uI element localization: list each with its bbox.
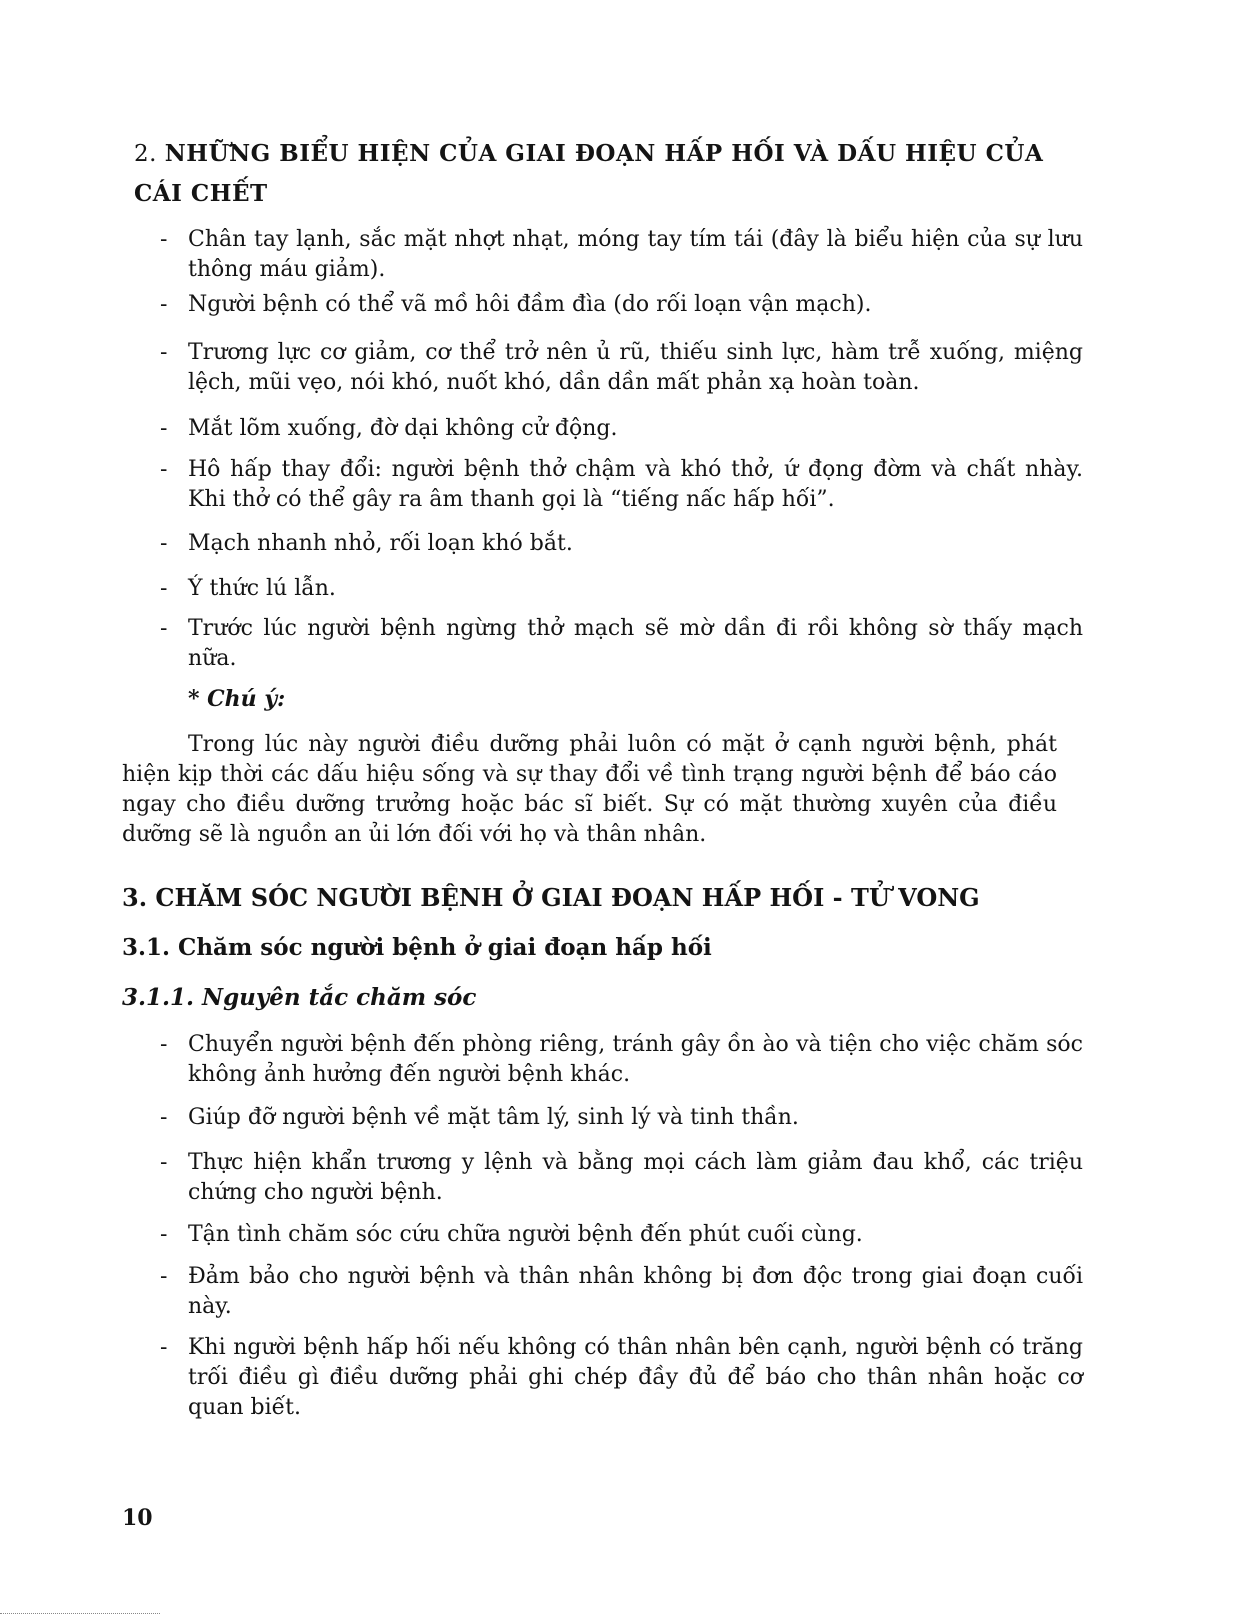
sign-item: - Ý thức lú lẫn. (160, 574, 1083, 604)
sign-item: - Người bệnh có thể vã mồ hôi đầm đìa (do rối loạn vận mạch). (160, 290, 1083, 320)
section-2-heading (134, 134, 1064, 214)
sign-item: - Mắt lõm xuống, đờ dại không cử động. (160, 414, 1083, 444)
principle-item: - Giúp đỡ người bệnh về mặt tâm lý, sinh lý và tinh thần. (160, 1103, 1083, 1133)
scan-edge-mark (0, 1613, 160, 1617)
sign-item: - Chân tay lạnh, sắc mặt nhợt nhạt, móng tay tím tái (đây là biểu hiện của sự lưu thông máu giảm). (160, 225, 1083, 285)
principle-item: - Thực hiện khẩn trương y lệnh và bằng mọi cách làm giảm đau khổ, các triệu chứng cho người bệnh. (160, 1148, 1083, 1208)
sign-item: - Hô hấp thay đổi: người bệnh thở chậm và khó thở, ứ đọng đờm và chất nhày. Khi thở có thể gây ra âm thanh gọi là “tiếng nấc hấp hối”. (160, 455, 1083, 515)
section-2-number: 2. (134, 141, 157, 167)
sign-item: - Trương lực cơ giảm, cơ thể trở nên ủ rũ, thiếu sinh lực, hàm trễ xuống, miệng lệch, mũi vẹo, nói khó, nuốt khó, dần dần mất phản xạ hoàn toàn. (160, 338, 1083, 398)
section-3-heading: 3. CHĂM SÓC NGƯỜI BỆNH Ở GIAI ĐOẠN HẤP HỐI - TỬ VONG (122, 883, 980, 912)
sign-item: - Trước lúc người bệnh ngừng thở mạch sẽ mờ dần đi rồi không sờ thấy mạch nữa. (160, 614, 1083, 674)
section-3-1-heading: 3.1. Chăm sóc người bệnh ở giai đoạn hấp hối (122, 934, 712, 961)
principle-item: - Chuyển người bệnh đến phòng riêng, tránh gây ồn ào và tiện cho việc chăm sóc không ảnh hưởng đến người bệnh khác. (160, 1030, 1083, 1090)
principle-item: - Khi người bệnh hấp hối nếu không có thân nhân bên cạnh, người bệnh có trăng trối điều gì điều dưỡng phải ghi chép đầy đủ để báo cho thân nhân hoặc cơ quan biết. (160, 1333, 1083, 1423)
note-paragraph: Trong lúc này người điều dưỡng phải luôn có mặt ở cạnh người bệnh, phát hiện kịp thời các dấu hiệu sống và sự thay đổi về tình trạng người bệnh để báo cáo ngay cho điều dưỡng trưởng hoặc bác sĩ biết. Sự có mặt thường xuyên của điều dưỡng sẽ là nguồn an ủi lớn đối với họ và thân nhân. (122, 732, 1057, 847)
principle-item: - Tận tình chăm sóc cứu chữa người bệnh đến phút cuối cùng. (160, 1220, 1083, 1250)
section-3-1-1-heading: 3.1.1. Nguyên tắc chăm sóc (122, 984, 477, 1011)
page-number: 10 (122, 1505, 153, 1531)
principle-item: - Đảm bảo cho người bệnh và thân nhân không bị đơn độc trong giai đoạn cuối này. (160, 1262, 1083, 1322)
note-label: * Chú ý: (188, 686, 286, 712)
section-2-title: NHỮNG BIỂU HIỆN CỦA GIAI ĐOẠN HẤP HỐI VÀ DẤU HIỆU CỦA CÁI CHẾT (134, 140, 1044, 207)
sign-item: - Mạch nhanh nhỏ, rối loạn khó bắt. (160, 529, 1083, 559)
